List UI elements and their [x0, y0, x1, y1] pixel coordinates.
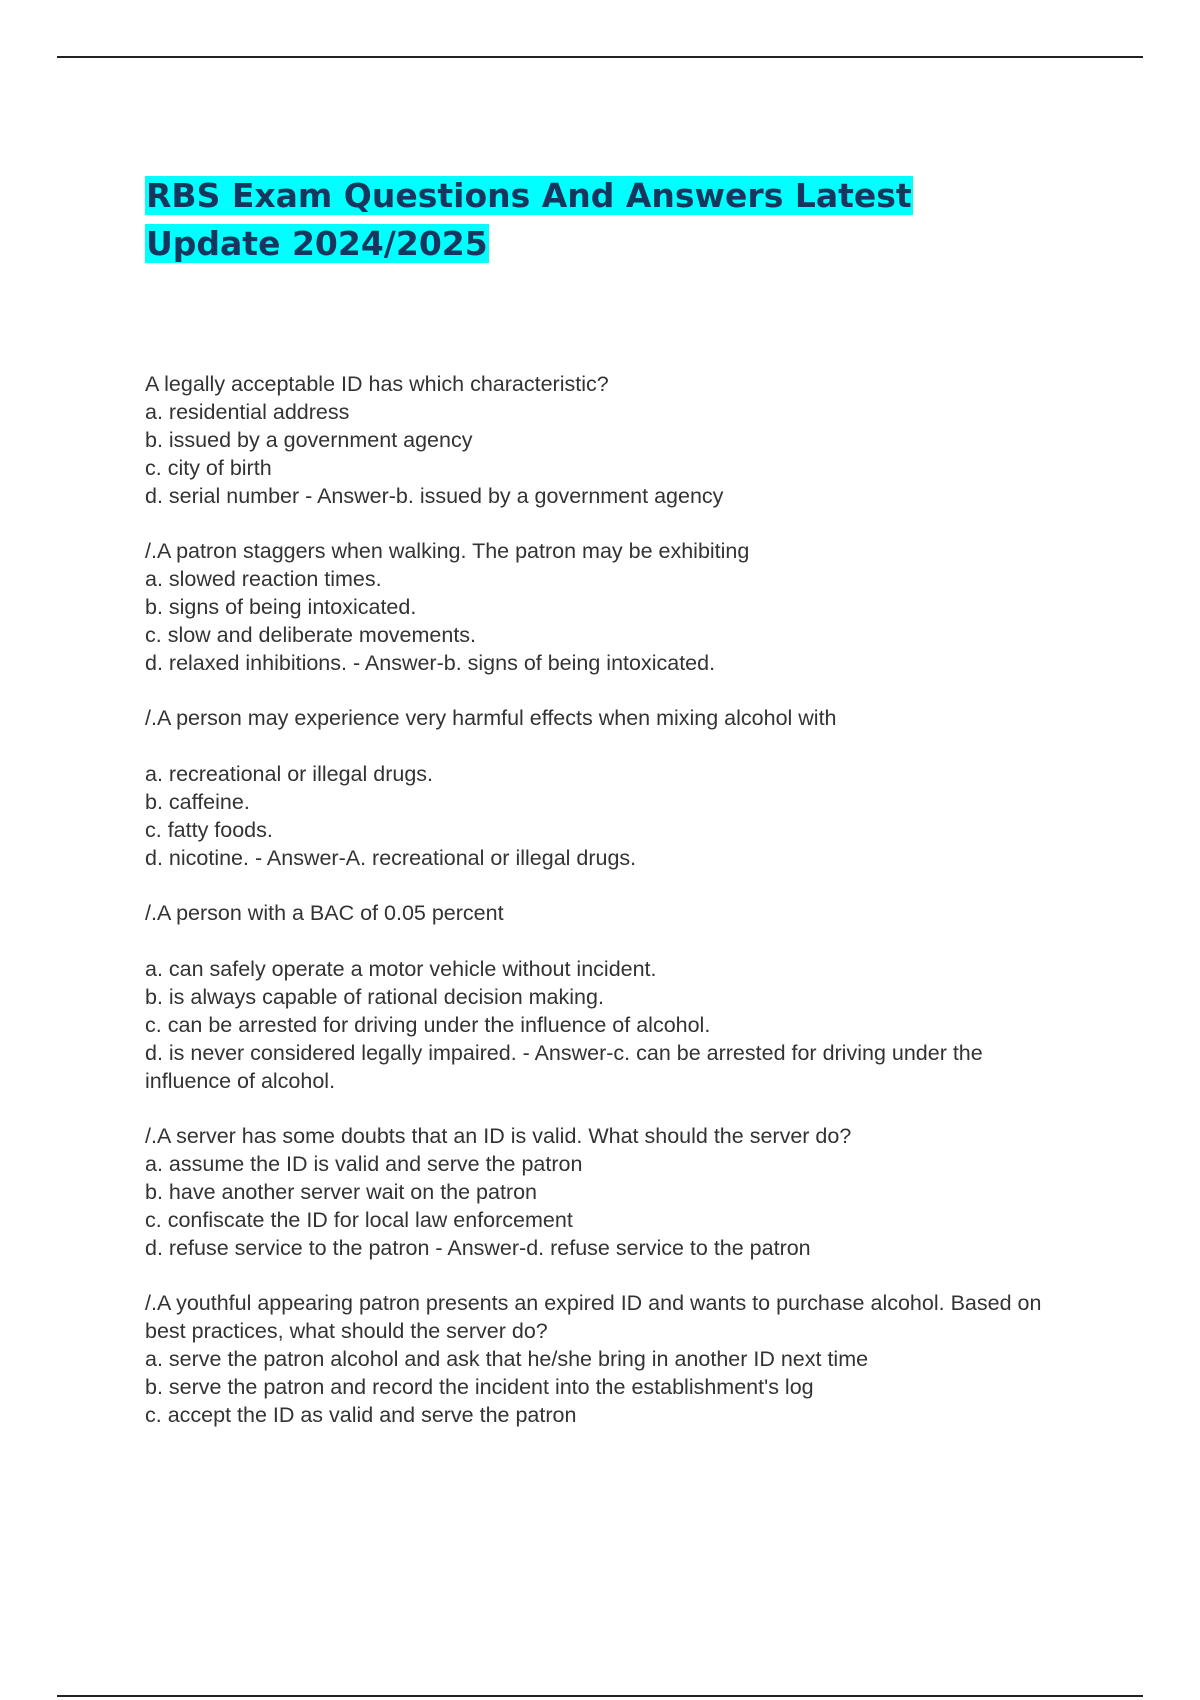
question-list: [145, 370, 1065, 1456]
question-prompt: /.A person may experience very harmful effects when mixing alcohol with: [145, 706, 837, 730]
answer-option: d. nicotine. - Answer-A. recreational or illegal drugs.: [145, 846, 637, 870]
answer-option: c. can be arrested for driving under the influence of alcohol.: [145, 1013, 711, 1037]
question-prompt: /.A youthful appearing patron presents an expired ID and wants to purchase alcohol. Based on best practices, what should the server do?: [145, 1291, 1048, 1343]
top-rule: [57, 56, 1143, 58]
question-block: [145, 899, 1065, 1095]
answer-option: d. serial number - Answer-b. issued by a government agency: [145, 484, 724, 508]
answer-option: a. recreational or illegal drugs.: [145, 762, 434, 786]
answer-option: b. serve the patron and record the incident into the establishment's log: [145, 1375, 814, 1399]
question-block: [145, 704, 1065, 872]
question-block: [145, 537, 1065, 677]
question-prompt: /.A server has some doubts that an ID is valid. What should the server do?: [145, 1124, 852, 1148]
answer-option: c. slow and deliberate movements.: [145, 623, 477, 647]
question-block: [145, 370, 1065, 510]
answer-option: b. signs of being intoxicated.: [145, 595, 417, 619]
question-block: [145, 1122, 1065, 1262]
answer-option: c. fatty foods.: [145, 818, 273, 842]
answer-option: b. is always capable of rational decision making.: [145, 985, 604, 1009]
document-title: [145, 172, 1045, 268]
answer-option: d. is never considered legally impaired. - Answer-c. can be arrested for driving under the influence of alcohol.: [145, 1041, 989, 1093]
blank-line: [145, 732, 1065, 760]
answer-option: a. assume the ID is valid and serve the patron: [145, 1152, 583, 1176]
answer-option: b. have another server wait on the patron: [145, 1180, 538, 1204]
answer-option: c. city of birth: [145, 456, 272, 480]
answer-option: d. relaxed inhibitions. - Answer-b. signs of being intoxicated.: [145, 651, 716, 675]
bottom-rule: [57, 1695, 1143, 1697]
question-block: [145, 1289, 1065, 1429]
question-prompt: /.A person with a BAC of 0.05 percent: [145, 901, 504, 925]
question-prompt: A legally acceptable ID has which characteristic?: [145, 372, 609, 396]
answer-option: a. can safely operate a motor vehicle without incident.: [145, 957, 657, 981]
document-title-text: RBS Exam Questions And Answers Latest Update 2024/2025: [146, 176, 912, 263]
answer-option: d. refuse service to the patron - Answer-d. refuse service to the patron: [145, 1236, 811, 1260]
answer-option: c. confiscate the ID for local law enforcement: [145, 1208, 573, 1232]
answer-option: b. issued by a government agency: [145, 428, 473, 452]
question-prompt: /.A patron staggers when walking. The patron may be exhibiting: [145, 539, 750, 563]
answer-option: b. caffeine.: [145, 790, 250, 814]
blank-line: [145, 927, 1065, 955]
answer-option: a. serve the patron alcohol and ask that he/she bring in another ID next time: [145, 1347, 869, 1371]
answer-option: c. accept the ID as valid and serve the patron: [145, 1403, 577, 1427]
answer-option: a. residential address: [145, 400, 350, 424]
answer-option: a. slowed reaction times.: [145, 567, 382, 591]
